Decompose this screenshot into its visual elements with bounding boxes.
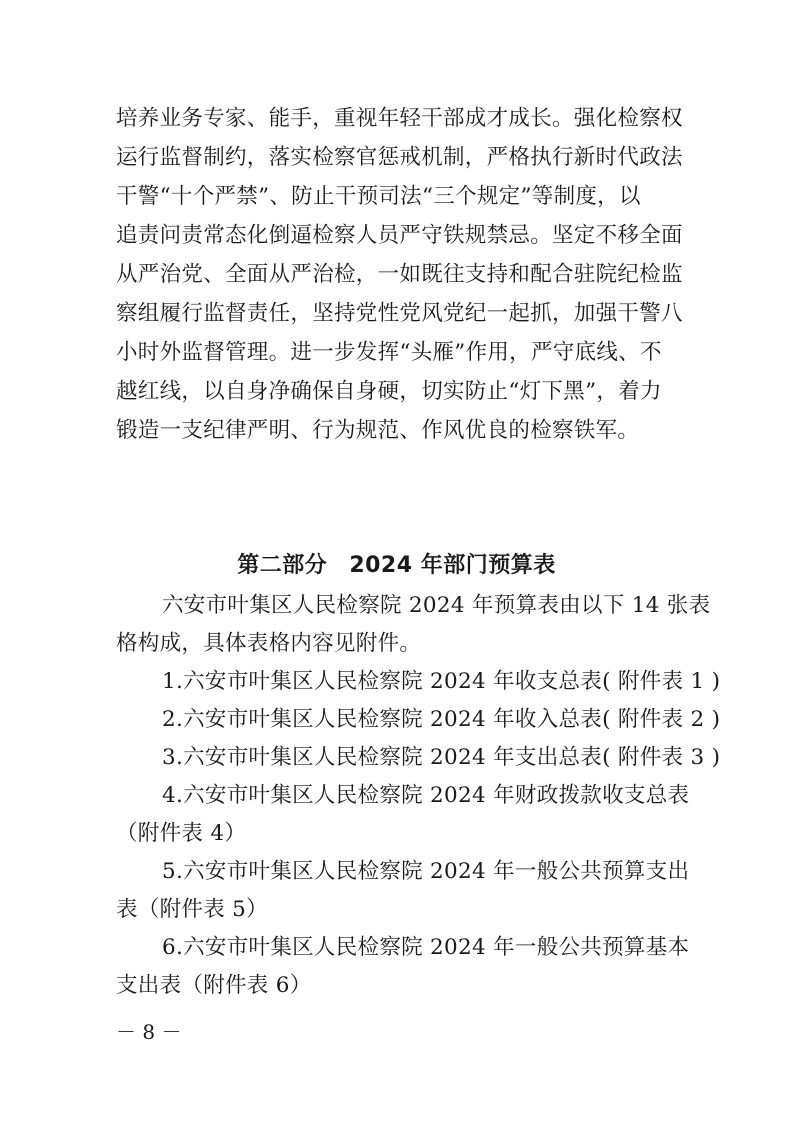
paragraph-line: 察组履行监督责任，坚持党性党风党纪一起抓，加强干警八 <box>116 301 683 326</box>
list-item: 1.六安市叶集区人民检察院 2024 年收支总表( 附件表 1 ) <box>162 669 721 694</box>
section-title-part: 第二部分 <box>237 553 328 578</box>
paragraph-line: 小时外监督管理。进一步发挥“头雁”作用，严守底线、不 <box>116 340 662 365</box>
list-item-continuation: 支出表（附件表 6） <box>116 973 312 998</box>
paragraph-line: 培养业务专家、能手，重视年轻干部成才成长。强化检察权 <box>116 106 683 131</box>
list-item: 4.六安市叶集区人民检察院 2024 年财政拨款收支总表 <box>162 783 690 808</box>
section-title <box>0 548 793 579</box>
list-item-continuation: 表（附件表 5） <box>116 897 268 922</box>
paragraph-line: 干警“十个严禁”、防止干预司法“三个规定”等制度，以 <box>116 184 641 209</box>
list-item: 5.六安市叶集区人民检察院 2024 年一般公共预算支出 <box>162 859 690 884</box>
section-title-text: 2024 年部门预算表 <box>349 553 556 578</box>
page-number: － 8 － <box>116 1020 182 1044</box>
paragraph-line: 运行监督制约，落实检察官惩戒机制，严格执行新时代政法 <box>116 145 683 170</box>
paragraph-line: 锻造一支纪律严明、行为规范、作风优良的检察铁军。 <box>116 418 640 443</box>
paragraph-line: 从严治党、全面从严治检，一如既往支持和配合驻院纪检监 <box>116 262 683 287</box>
list-item-continuation: （附件表 4） <box>116 821 247 846</box>
list-item: 3.六安市叶集区人民检察院 2024 年支出总表( 附件表 3 ) <box>162 745 721 770</box>
list-item: 6.六安市叶集区人民检察院 2024 年一般公共预算基本 <box>162 935 690 960</box>
paragraph-line: 越红线，以自身净确保自身硬，切实防止“灯下黑”，着力 <box>116 379 662 404</box>
list-item: 2.六安市叶集区人民检察院 2024 年收入总表( 附件表 2 ) <box>162 707 721 732</box>
paragraph-line: 追责问责常态化倒逼检察人员严守铁规禁忌。坚定不移全面 <box>116 223 683 248</box>
intro-line: 格构成，具体表格内容见附件。 <box>116 631 422 656</box>
intro-line: 六安市叶集区人民检察院 2024 年预算表由以下 14 张表 <box>162 593 711 618</box>
